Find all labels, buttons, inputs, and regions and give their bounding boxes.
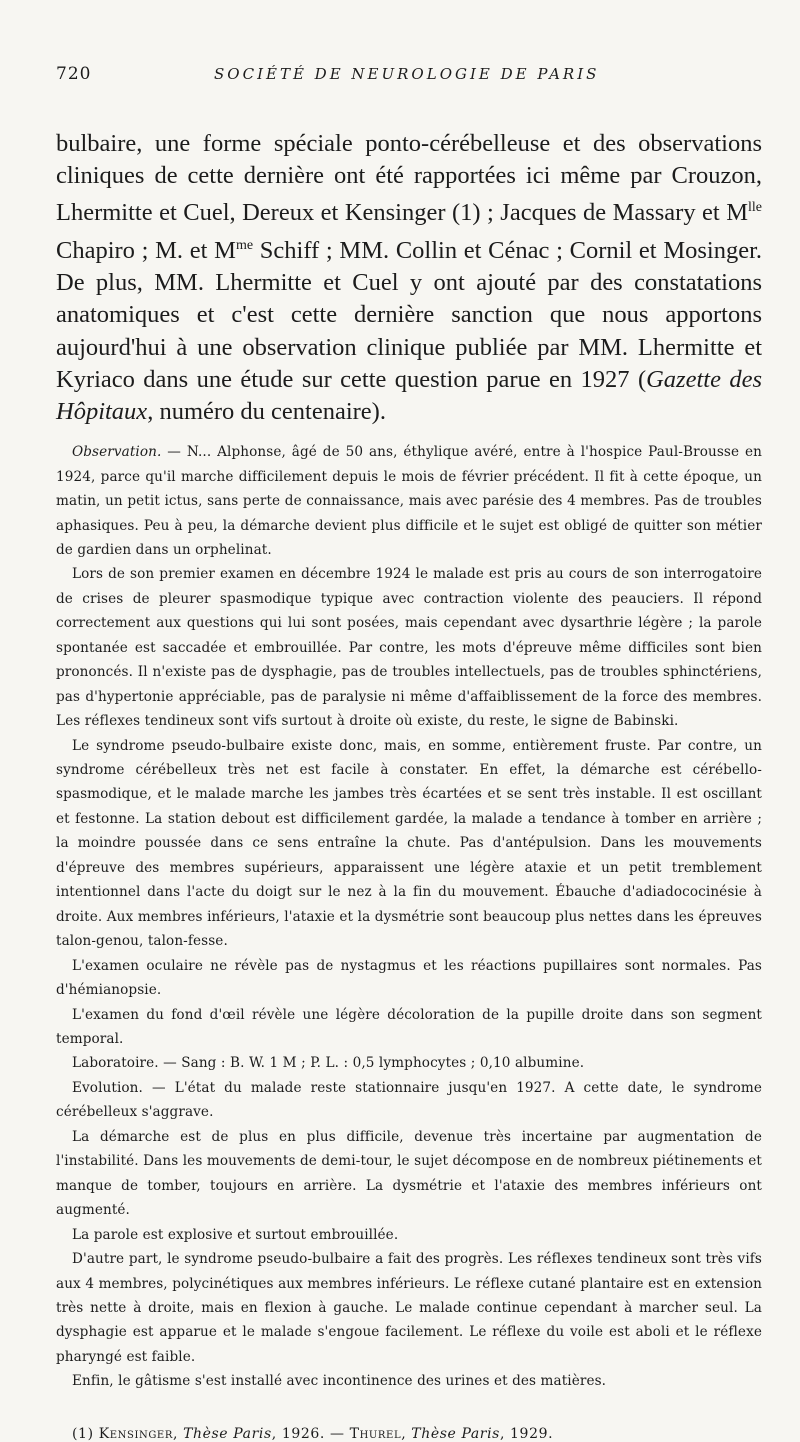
observation-paragraph-5: L'examen du fond d'œil révèle une légère décoloration de la pupille droite dans son segment temporal. [56,1006,762,1048]
lead-text-1: bulbaire, une forme spéciale ponto-cérébelleuse et des observations cliniques de cette dernière ont été rapportées ici même par Crouzon, Lhermitte et Cuel, Dereux et Kensinger (1) ; Jacques de Massary et M [56,130,762,227]
observation-paragraph-8: La démarche est de plus en plus difficile, devenue très incertaine par augmentation de l'instabilité. Dans les mouvements de demi-tour, le sujet décompose en de nombreux piétinements et manque de tomber, toujours en arrière. La dysmétrie et l'ataxie des membres inférieurs ont augmenté. [56,1128,762,1219]
footnote-year-2: , 1929. [499,1426,554,1442]
lead-text-2: Chapiro ; M. et M [56,236,236,264]
lead-sup-2: me [235,237,254,253]
observation-paragraph-10: D'autre part, le syndrome pseudo-bulbaire a fait des progrès. Les réflexes tendineux sont très vifs aux 4 membres, polycinétiques aux membres inférieurs. Le réflexe cutané plantaire est en extension très nette à droite, mais en flexion à gauche. Le malade continue cependant à marcher seul. La dysphagie est apparue et le malade s'engoue facilement. Le réflexe du voile est aboli et le réflexe pharyngé est faible. [56,1251,762,1365]
observation-paragraph-3: Le syndrome pseudo-bulbaire existe donc, mais, en somme, entièrement fruste. Par contre, un syndrome cérébelleux très net est facile à constater. En effet, la démarche est cérébello-spasmodique, et le malade marche les jambes très écartées et se sent très instable. Il est oscillant et festonne. La station debout est difficilement gardée, la malade a tendance à tomber en arrière ; la moindre poussée dans ce sens entraîne la chute. Pas d'antépulsion. Dans les mouvements d'épreuve des membres supérieurs, apparaissent une légère ataxie et un petit tremblement intentionnel dans l'acte du doigt sur le nez à la fin du mouvement. Ébauche d'adiadococinésie à droite. Aux membres inférieurs, l'ataxie et la dysmétrie sont beaucoup plus nettes dans les épreuves talon-genou, talon-fesse. [56,737,762,950]
observation-paragraph [56,440,762,562]
observation-text: — N... Alphonse, âgé de 50 ans, éthylique avéré, entre à l'hospice Paul-Brousse en 1924, parce qu'il marche difficilement depuis le mois de février précédent. Il fit à cette époque, un matin, un petit ictus, sans perte de connaissance, mais avec parésie des 4 membres. Pas de troubles aphasiques. Peu à peu, la démarche devient plus difficile et le sujet est obligé de quitter son métier de gardien dans un orphelinat. [56,444,762,558]
footnote-work-1: Thèse Paris [183,1426,272,1442]
footnote-work-2: Thèse Paris [411,1426,500,1442]
journal-title: Gazette des Hôpitaux [56,365,763,425]
lead-paragraph [56,128,762,428]
footnote: (1) Kensinger, Thèse Paris, 1926. — Thurel, Thèse Paris, 1929. [72,1426,554,1442]
running-head: SOCIÉTÉ DE NEUROLOGIE DE PARIS [214,65,600,83]
observation-section [56,440,762,1394]
observation-paragraph-7: Evolution. — L'état du malade reste stationnaire jusqu'en 1927. A cette date, le syndrome cérébelleux s'aggrave. [56,1079,762,1121]
observation-paragraph-2: Lors de son premier examen en décembre 1924 le malade est pris au cours de son interrogatoire de crises de pleurer spasmodique typique avec contraction violente des peauciers. Il répond correctement aux questions qui lui sont posées, mais cependant avec dysarthrie légère ; la parole spontanée est saccadée et embrouillée. Par contre, les mots d'épreuve même difficiles sont bien prononcés. Il n'existe pas de dysphagie, pas de troubles intellectuels, pas de troubles sphinctériens, pas d'hypertonie appréciable, pas de paralysie ni même d'affaiblissement de la force des membres. Les réflexes tendineux sont vifs surtout à droite où existe, du reste, le signe de Babinski. [56,566,762,730]
lead-text-4: , numéro du centenaire). [147,397,386,425]
observation-paragraph-11: Enfin, le gâtisme s'est installé avec incontinence des urines et des matières. [72,1373,607,1390]
page-number: 720 [56,64,92,84]
page-header [56,64,762,108]
footnote-author-1: Kensinger [98,1426,173,1442]
footnote-author-2: Thurel [349,1426,402,1442]
observation-label: Observation. [72,444,162,461]
observation-paragraph-9: La parole est explosive et surtout embrouillée. [72,1226,399,1243]
lead-sup-1: lle [748,200,762,216]
observation-paragraph-4: L'examen oculaire ne révèle pas de nystagmus et les réactions pupillaires sont normales. Pas d'hémianopsie. [56,957,762,999]
footnote-year-1: , 1926. — [271,1426,350,1442]
lead-text-3: Schiff ; MM. Collin et Cénac ; Cornil et Mosinger. De plus, MM. Lhermitte et Cuel y ont ajouté par des constatations anatomiques et c'est cette dernière sanction que nous apportons aujourd'hui à une observation clinique publiée par MM. Lhermitte et Kyriaco dans une étude sur cette question parue en 1927 ( [56,236,763,393]
footnote-marker: (1) [72,1426,99,1442]
observation-paragraph-6: Laboratoire. — Sang : B. W. 1 M ; P. L. : 0,5 lymphocytes ; 0,10 albumine. [72,1055,585,1072]
